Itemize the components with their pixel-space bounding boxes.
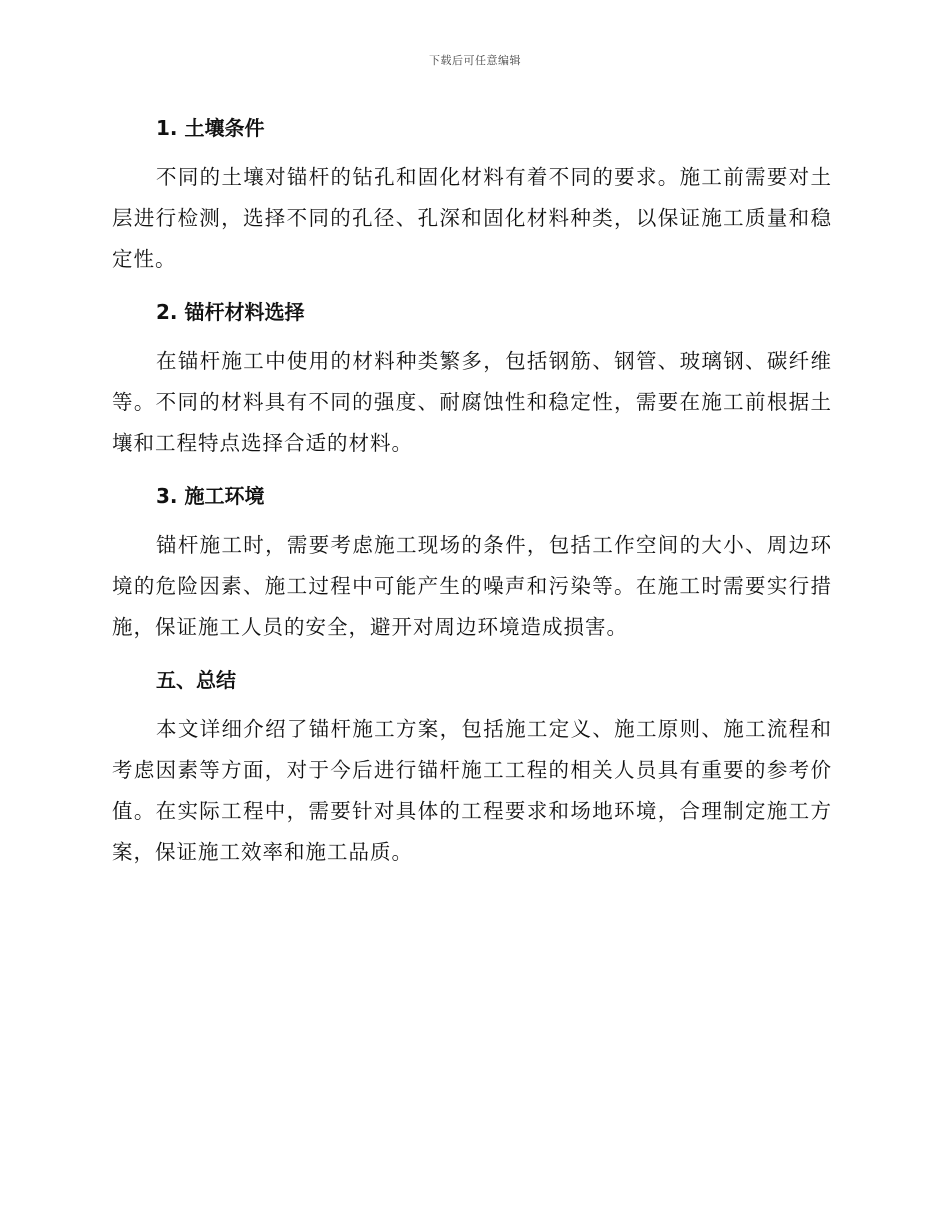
section-heading-soil: 1. 土壤条件 [156,116,265,140]
document-body [112,110,832,887]
section-paragraph-summary: 本文详细介绍了锚杆施工方案，包括施工定义、施工原则、施工流程和考虑因素等方面，对于今后进行锚杆施工工程的相关人员具有重要的参考价值。在实际工程中，需要针对具体的工程要求和场地环境，合理制定施工方案，保证施工效率和施工品质。 [112,717,832,864]
section-heading-materials: 2. 锚杆材料选择 [156,300,305,324]
page-header-note: 下载后可任意编辑 [429,54,521,67]
section-heading-environment: 3. 施工环境 [156,484,265,508]
section-heading-summary: 五、总结 [156,668,236,692]
section-paragraph-soil: 不同的土壤对锚杆的钻孔和固化材料有着不同的要求。施工前需要对土层进行检测，选择不同的孔径、孔深和固化材料种类，以保证施工质量和稳定性。 [112,165,832,271]
section-paragraph-environment: 锚杆施工时，需要考虑施工现场的条件，包括工作空间的大小、周边环境的危险因素、施工过程中可能产生的噪声和污染等。在施工时需要实行措施，保证施工人员的安全，避开对周边环境造成损害。 [112,533,832,639]
section-paragraph-materials: 在锚杆施工中使用的材料种类繁多，包括钢筋、钢管、玻璃钢、碳纤维等。不同的材料具有不同的强度、耐腐蚀性和稳定性，需要在施工前根据土壤和工程特点选择合适的材料。 [112,349,832,455]
